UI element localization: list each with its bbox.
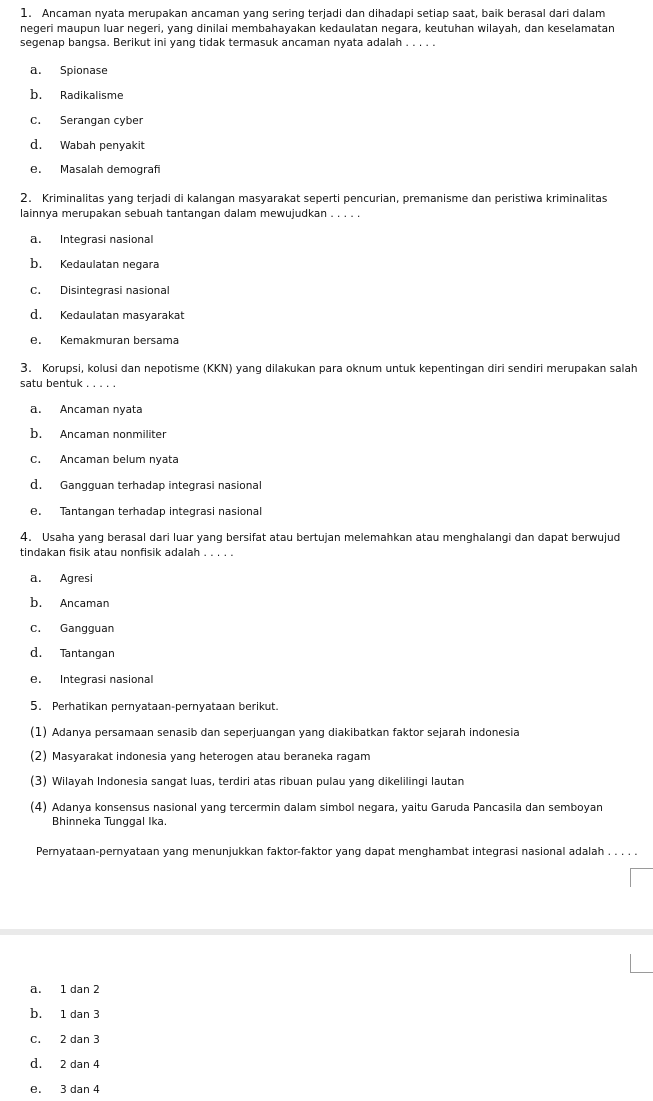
section-divider [0, 929, 653, 935]
question-1 [20, 6, 639, 51]
statement-4-continuation: Bhinneka Tunggal Ika. [52, 816, 168, 828]
statement-2: (2) Masyarakat indonesia yang heterogen atau beraneka ragam [30, 749, 371, 763]
option-5e[interactable]: e. 3 dan 4 [30, 1082, 100, 1097]
option-2d[interactable]: d. Kedaulatan masyarakat [30, 308, 185, 323]
crop-bracket-bottom [630, 954, 653, 973]
question-text: Perhatikan pernyataan-pernyataan berikut. [52, 701, 279, 713]
question-text: Ancaman nyata merupakan ancaman yang sering terjadi dan dihadapi setiap saat, baik berasal dari dalam negeri maupun luar negeri, yang dinilai membahayakan kedaulatan negara, keutuhan wilayah, dan keselamatan segenap bangsa. Berikut ini yang tidak termasuk ancaman nyata adalah . . . . . [20, 8, 615, 49]
statement-4: (4) Adanya konsensus nasional yang tercermin dalam simbol negara, yaitu Garuda Pancasila dan semboyan Bhinneka Tunggal Ika. [30, 800, 633, 829]
option-4a[interactable]: a. Agresi [30, 571, 93, 586]
question-number: 5. [30, 698, 42, 713]
statement-1: (1) Adanya persamaan senasib dan seperjuangan yang diakibatkan faktor sejarah indonesia [30, 725, 520, 739]
option-1c[interactable]: c. Serangan cyber [30, 113, 144, 128]
option-3e[interactable]: e. Tantangan terhadap integrasi nasional [30, 504, 263, 519]
question-2 [20, 191, 639, 221]
option-2c[interactable]: c. Disintegrasi nasional [30, 283, 170, 298]
question-number: 1. [20, 5, 32, 20]
crop-bracket-top [630, 868, 653, 887]
option-4b[interactable]: b. Ancaman [30, 596, 110, 611]
option-3a[interactable]: a. Ancaman nyata [30, 402, 143, 417]
question-5-prompt: Pernyataan-pernyataan yang menunjukkan faktor-faktor yang dapat menghambat integrasi nasional adalah . . . . . [36, 846, 638, 858]
question-text: Kriminalitas yang terjadi di kalangan masyarakat seperti pencurian, premanisme dan peristiwa kriminalitas lainnya merupakan sebuah tantangan dalam mewujudkan . . . . . [20, 193, 608, 220]
option-1d[interactable]: d. Wabah penyakit [30, 138, 145, 153]
question-number: 4. [20, 529, 32, 544]
option-5d[interactable]: d. 2 dan 4 [30, 1057, 100, 1072]
question-3 [20, 361, 639, 391]
question-number: 2. [20, 190, 32, 205]
option-2a[interactable]: a. Integrasi nasional [30, 232, 154, 247]
question-text: Usaha yang berasal dari luar yang bersifat atau bertujan melemahkan atau menghalangi dan dapat berwujud tindakan fisik atau nonfisik adalah . . . . . [20, 532, 621, 559]
option-4e[interactable]: e. Integrasi nasional [30, 672, 154, 687]
statement-3: (3) Wilayah Indonesia sangat luas, terdiri atas ribuan pulau yang dikelilingi lautan [30, 774, 465, 788]
option-4d[interactable]: d. Tantangan [30, 646, 115, 661]
option-1e[interactable]: e. Masalah demografi [30, 162, 161, 177]
option-4c[interactable]: c. Gangguan [30, 621, 115, 636]
option-5b[interactable]: b. 1 dan 3 [30, 1007, 100, 1022]
option-1b[interactable]: b. Radikalisme [30, 88, 124, 103]
option-3b[interactable]: b. Ancaman nonmiliter [30, 427, 167, 442]
option-5c[interactable]: c. 2 dan 3 [30, 1032, 100, 1047]
option-5a[interactable]: a. 1 dan 2 [30, 982, 100, 997]
option-2e[interactable]: e. Kemakmuran bersama [30, 333, 180, 348]
option-3c[interactable]: c. Ancaman belum nyata [30, 452, 179, 467]
question-text: Korupsi, kolusi dan nepotisme (KKN) yang dilakukan para oknum untuk kepentingan diri sendiri merupakan salah satu bentuk . . . . . [20, 363, 638, 390]
question-number: 3. [20, 360, 32, 375]
option-3d[interactable]: d. Gangguan terhadap integrasi nasional [30, 478, 262, 493]
option-1a[interactable]: a. Spionase [30, 63, 108, 78]
question-5 [30, 699, 639, 715]
question-4 [20, 530, 639, 560]
option-2b[interactable]: b. Kedaulatan negara [30, 257, 160, 272]
